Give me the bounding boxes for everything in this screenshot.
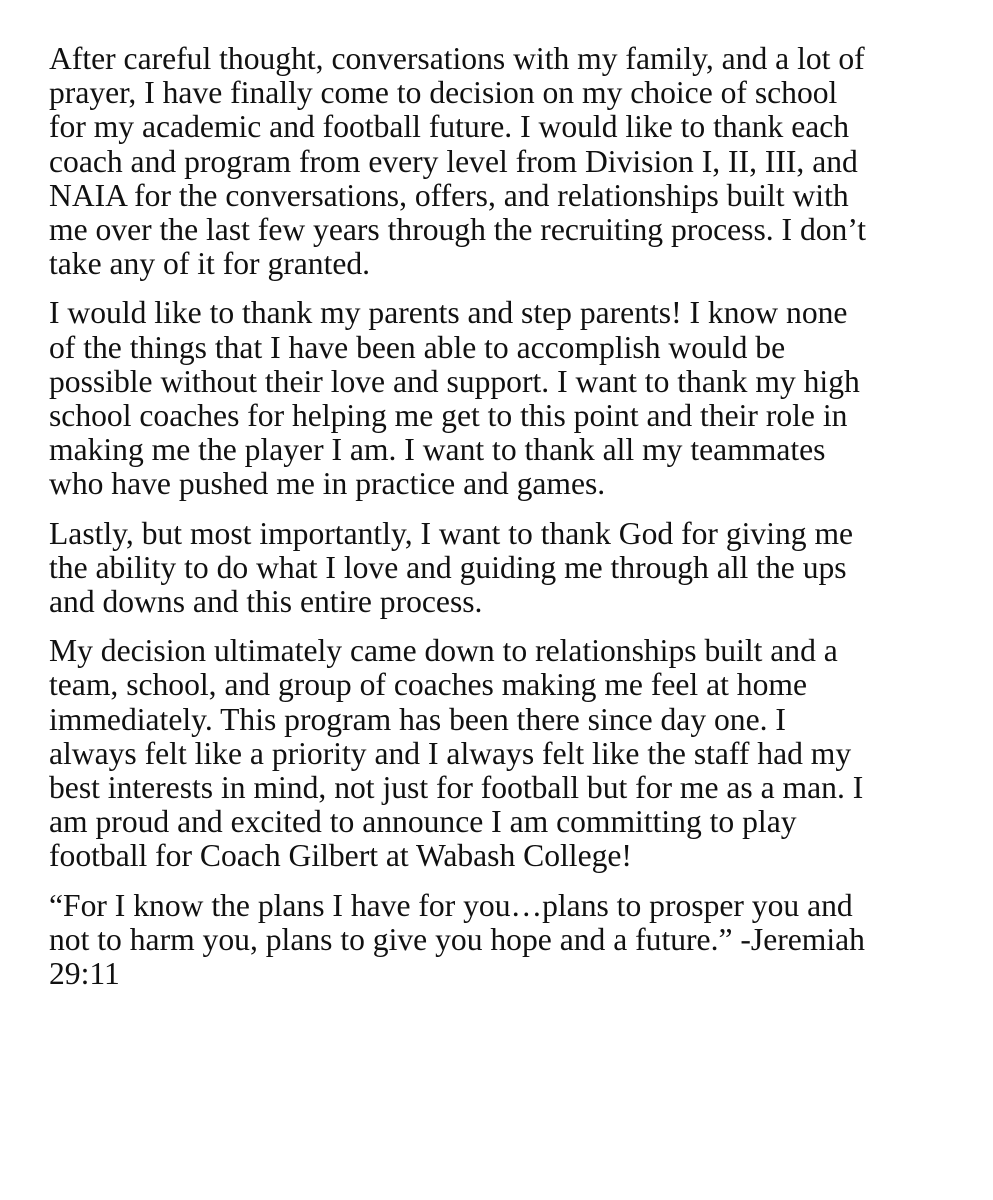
text-line: possible without their love and support. I want to thank my high xyxy=(49,363,860,399)
text-line: the ability to do what I love and guiding me through all the ups xyxy=(49,549,847,585)
paragraph-family-coaches xyxy=(49,296,949,501)
paragraph-scripture-quote xyxy=(49,889,949,992)
text-line: After careful thought, conversations with my family, and a lot of xyxy=(49,41,865,76)
text-line: take any of it for granted. xyxy=(49,246,371,282)
text-line: “For I know the plans I have for you…plans to prosper you and xyxy=(49,887,853,923)
letter-body xyxy=(49,42,949,1006)
text-line: school coaches for helping me get to this point and their role in xyxy=(49,398,848,434)
text-line: me over the last few years through the recruiting process. I don’t xyxy=(49,212,867,248)
text-line: am proud and excited to announce I am committing to play xyxy=(49,804,797,840)
text-line: making me the player I am. I want to thank all my teammates xyxy=(49,432,826,468)
text-line: 29:11 xyxy=(49,956,120,992)
text-line: for my academic and football future. I would like to thank each xyxy=(49,109,850,145)
text-line: best interests in mind, not just for football but for me as a man. I xyxy=(49,770,864,806)
text-line: Lastly, but most importantly, I want to thank God for giving me xyxy=(49,515,854,551)
text-line: of the things that I have been able to accomplish would be xyxy=(49,329,786,365)
text-line: My decision ultimately came down to relationships built and a xyxy=(49,633,838,669)
paragraph-decision xyxy=(49,634,949,873)
text-line: football for Coach Gilbert at Wabash College! xyxy=(49,838,632,874)
text-line: I would like to thank my parents and step parents! I know none xyxy=(49,295,848,331)
text-line: coach and program from every level from Division I, II, III, and xyxy=(49,143,858,179)
text-line: and downs and this entire process. xyxy=(49,584,483,620)
text-line: not to harm you, plans to give you hope and a future.” -Jeremiah xyxy=(49,921,865,957)
paragraph-gratitude-recruiting xyxy=(49,42,949,281)
text-line: prayer, I have finally come to decision on my choice of school xyxy=(49,75,838,111)
text-line: always felt like a priority and I always felt like the staff had my xyxy=(49,735,852,771)
text-line: team, school, and group of coaches making me feel at home xyxy=(49,667,807,703)
text-line: NAIA for the conversations, offers, and relationships built with xyxy=(49,177,849,213)
paragraph-faith xyxy=(49,517,949,620)
text-line: immediately. This program has been there since day one. I xyxy=(49,701,786,737)
text-line: who have pushed me in practice and games. xyxy=(49,466,606,502)
